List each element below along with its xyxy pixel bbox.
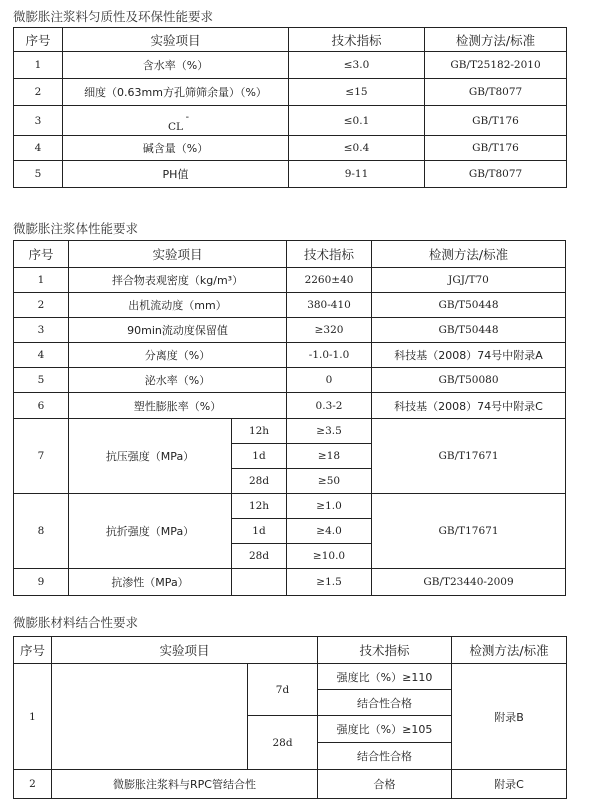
table-row: [14, 368, 566, 393]
row-method: GB/T176: [425, 106, 567, 136]
row-item: 碱含量（%）: [63, 136, 289, 161]
header-spec: 技术指标: [287, 241, 372, 268]
section2-table: [13, 240, 566, 596]
row-spec: 合格: [318, 770, 452, 799]
age-cell: 12h: [232, 419, 287, 444]
age-cell: 12h: [232, 494, 287, 519]
row-spec: 强度比（%）≥105: [318, 716, 452, 743]
row-spec: 2260±40: [287, 268, 372, 293]
row-spec: -1.0-1.0: [287, 343, 372, 368]
row-no: 4: [14, 136, 63, 161]
row-method: GB/T50080: [372, 368, 566, 393]
row-item: 微膨胀注浆料与RPC管结合性: [52, 770, 318, 799]
header-no: 序号: [14, 241, 69, 268]
row-method: 科技基（2008）74号中附录A: [372, 343, 566, 368]
section3-table: [13, 636, 567, 799]
row-spec: ≥50: [287, 469, 372, 494]
row-item: [63, 106, 289, 136]
row-spec: ≥18: [287, 444, 372, 469]
age-cell: 28d: [232, 469, 287, 494]
header-spec: 技术指标: [318, 637, 452, 664]
table-row: [14, 664, 567, 690]
table-row: [14, 770, 567, 799]
row-item: [52, 664, 248, 770]
row-item: 拌合物表观密度（kg/m³）: [69, 268, 287, 293]
header-item: 实验项目: [63, 28, 289, 52]
section1-table: [13, 27, 567, 188]
row-no: 9: [14, 569, 69, 596]
row-spec: 380-410: [287, 293, 372, 318]
row-spec: ≥4.0: [287, 519, 372, 544]
row-spec: ≤15: [289, 79, 425, 106]
empty-cell: [232, 569, 287, 596]
row-no: 3: [14, 318, 69, 343]
row-spec: ≤0.4: [289, 136, 425, 161]
header-spec: 技术指标: [289, 28, 425, 52]
section1-title: 微膨胀注浆料匀质性及环保性能要求: [13, 9, 214, 24]
row-item: 出机流动度（mm）: [69, 293, 287, 318]
row-method: GB/T8077: [425, 79, 567, 106]
row-no: 2: [14, 293, 69, 318]
row-no: 1: [14, 268, 69, 293]
row-item: 抗渗性（MPa）: [69, 569, 232, 596]
table-row: [14, 293, 566, 318]
row-method: 附录C: [452, 770, 567, 799]
row-no: 8: [14, 494, 69, 569]
row-no: 3: [14, 106, 63, 136]
row-no: 2: [14, 79, 63, 106]
row-no: 5: [14, 161, 63, 188]
header-method: 检测方法/标准: [452, 637, 567, 664]
row-spec: 强度比（%）≥110: [318, 664, 452, 690]
section3-title: 微膨胀材料结合性要求: [13, 615, 139, 630]
row-no: 7: [14, 419, 69, 494]
row-method: 科技基（2008）74号中附录C: [372, 393, 566, 419]
row-method: GB/T50448: [372, 293, 566, 318]
row-no: 1: [14, 664, 52, 770]
table-row: [14, 106, 567, 136]
section3-header-row: [14, 637, 567, 664]
row-item: 抗压强度（MPa）: [69, 419, 232, 494]
row-method: GB/T176: [425, 136, 567, 161]
age-cell: 28d: [232, 544, 287, 569]
row-method: GB/T50448: [372, 318, 566, 343]
section2-title: 微膨胀注浆体性能要求: [13, 221, 139, 236]
table-row: [14, 161, 567, 188]
row-item: 分离度（%）: [69, 343, 287, 368]
section2-header-row: [14, 241, 566, 268]
row-spec: ≤3.0: [289, 52, 425, 79]
header-no: 序号: [14, 28, 63, 52]
row-no: 5: [14, 368, 69, 393]
row-no: 1: [14, 52, 63, 79]
section1-header-row: [14, 28, 567, 52]
cl-superscript: -: [185, 112, 189, 123]
row-spec: ≥1.5: [287, 569, 372, 596]
row-no: 2: [14, 770, 52, 799]
row-method: GB/T17671: [372, 419, 566, 494]
row-method: 附录B: [452, 664, 567, 770]
row-spec: ≤0.1: [289, 106, 425, 136]
age-cell: 1d: [232, 444, 287, 469]
row-spec: ≥320: [287, 318, 372, 343]
table-row: [14, 419, 566, 444]
row-method: GB/T23440-2009: [372, 569, 566, 596]
row-item: 泌水率（%）: [69, 368, 287, 393]
header-method: 检测方法/标准: [425, 28, 567, 52]
header-no: 序号: [14, 637, 52, 664]
row-spec: ≥3.5: [287, 419, 372, 444]
row-method: GB/T8077: [425, 161, 567, 188]
table-row: [14, 268, 566, 293]
table-row: [14, 136, 567, 161]
row-method: GB/T25182-2010: [425, 52, 567, 79]
row-item: PH值: [63, 161, 289, 188]
row-item: 含水率（%）: [63, 52, 289, 79]
row-spec: 9-11: [289, 161, 425, 188]
row-item: 抗折强度（MPa）: [69, 494, 232, 569]
header-item: 实验项目: [69, 241, 287, 268]
row-spec: 结合性合格: [318, 690, 452, 716]
table-row: [14, 393, 566, 419]
table-row: [14, 569, 566, 596]
age-cell: 1d: [232, 519, 287, 544]
row-no: 6: [14, 393, 69, 419]
table-row: [14, 343, 566, 368]
row-spec: 结合性合格: [318, 743, 452, 770]
age-cell: 28d: [248, 716, 318, 770]
row-method: GB/T17671: [372, 494, 566, 569]
header-item: 实验项目: [52, 637, 318, 664]
table-row: [14, 494, 566, 519]
row-spec: ≥10.0: [287, 544, 372, 569]
table-row: [14, 52, 567, 79]
row-method: JGJ/T70: [372, 268, 566, 293]
row-item: 细度（0.63mm方孔筛筛余量）（%）: [63, 79, 289, 106]
cl-formula: CL -: [167, 112, 189, 133]
row-no: 4: [14, 343, 69, 368]
row-item: 塑性膨胀率（%）: [69, 393, 287, 419]
row-item: 90min流动度保留值: [69, 318, 287, 343]
age-cell: 7d: [248, 664, 318, 716]
table-row: [14, 79, 567, 106]
table-row: [14, 318, 566, 343]
row-spec: ≥1.0: [287, 494, 372, 519]
row-spec: 0: [287, 368, 372, 393]
header-method: 检测方法/标准: [372, 241, 566, 268]
row-spec: 0.3-2: [287, 393, 372, 419]
